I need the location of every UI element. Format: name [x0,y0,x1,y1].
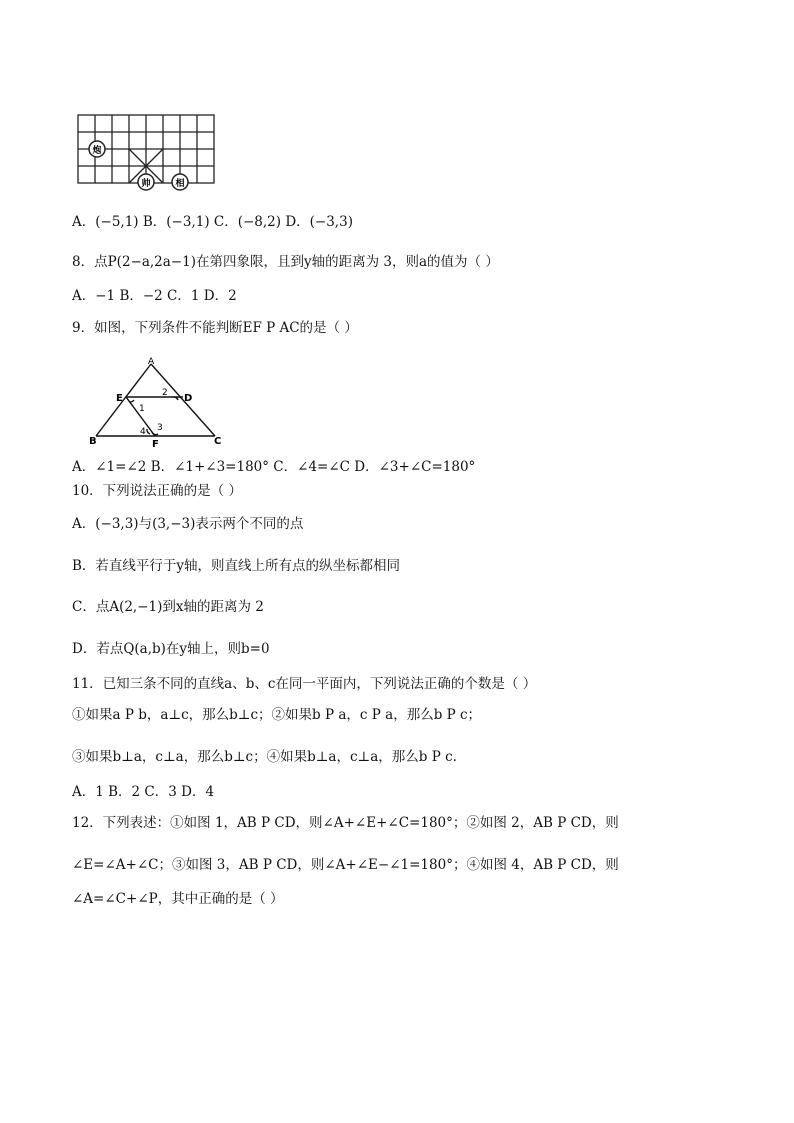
xiang-piece [172,174,188,190]
q10-stem: 10．下列说法正确的是（ ） [72,483,242,499]
svg-text:B: B [89,436,97,447]
q12-line-3: ∠A=∠C+∠P，其中正确的是（ ） [72,891,284,907]
q10-option-a: A．(−3,3)与(3,−3)表示两个不同的点 [72,516,304,532]
q8-stem: 8．点P(2−a,2a−1)在第四象限，且到y轴的距离为 3，则a的值为（ ） [72,254,499,270]
q11-options: A．1 B．2 C．3 D．4 [72,784,215,800]
pao-piece [89,141,105,157]
chessboard-figure [76,112,216,192]
q12-line-2: ∠E=∠A+∠C；③如图 3，AB P CD，则∠A+∠E−∠1=180°；④如图 4，AB P CD，则 [72,857,619,873]
q10-option-b: B．若直线平行于y轴，则直线上所有点的纵坐标都相同 [72,558,401,574]
q12-line-1: 12．下列表述：①如图 1，AB P CD，则∠A+∠E+∠C=180°；②如图 2，AB P CD，则 [72,815,619,831]
svg-text:1: 1 [139,404,145,414]
q7-options: A．(−5,1) B．(−3,1) C．(−8,2) D．(−3,3) [72,214,353,230]
svg-text:D: D [184,393,193,404]
svg-text:3: 3 [157,423,163,433]
q8-options: A．−1 B．−2 C．1 D．2 [72,288,237,304]
shuai-piece [138,174,154,190]
svg-text:炮: 炮 [92,146,102,156]
q9-options: A．∠1=∠2 B．∠1+∠3=180° C．∠4=∠C D．∠3+∠C=180° [72,459,476,475]
q10-option-d: D．若点Q(a,b)在y轴上，则b=0 [72,641,270,657]
svg-text:帅: 帅 [141,179,151,189]
q11-statements-1: ①如果a P b，a⊥c，那么b⊥c；②如果b P a，c P a，那么b P c； [72,707,482,723]
svg-text:F: F [152,439,159,448]
q9-stem: 9．如图，下列条件不能判断EF P AC的是（ ） [72,320,358,336]
svg-text:4: 4 [140,427,146,437]
svg-text:2: 2 [162,388,168,398]
svg-text:C: C [214,436,222,447]
q11-stem: 11．已知三条不同的直线a、b、c在同一平面内，下列说法正确的个数是（ ） [72,676,537,692]
q11-statements-2: ③如果b⊥a，c⊥a，那么b⊥c；④如果b⊥a，c⊥a，那么b P c. [72,749,457,765]
svg-text:A: A [148,357,155,367]
q10-option-c: C．点A(2,−1)到x轴的距离为 2 [72,599,264,615]
triangle-figure [88,356,228,448]
svg-text:E: E [116,393,123,404]
svg-text:相: 相 [175,179,185,189]
